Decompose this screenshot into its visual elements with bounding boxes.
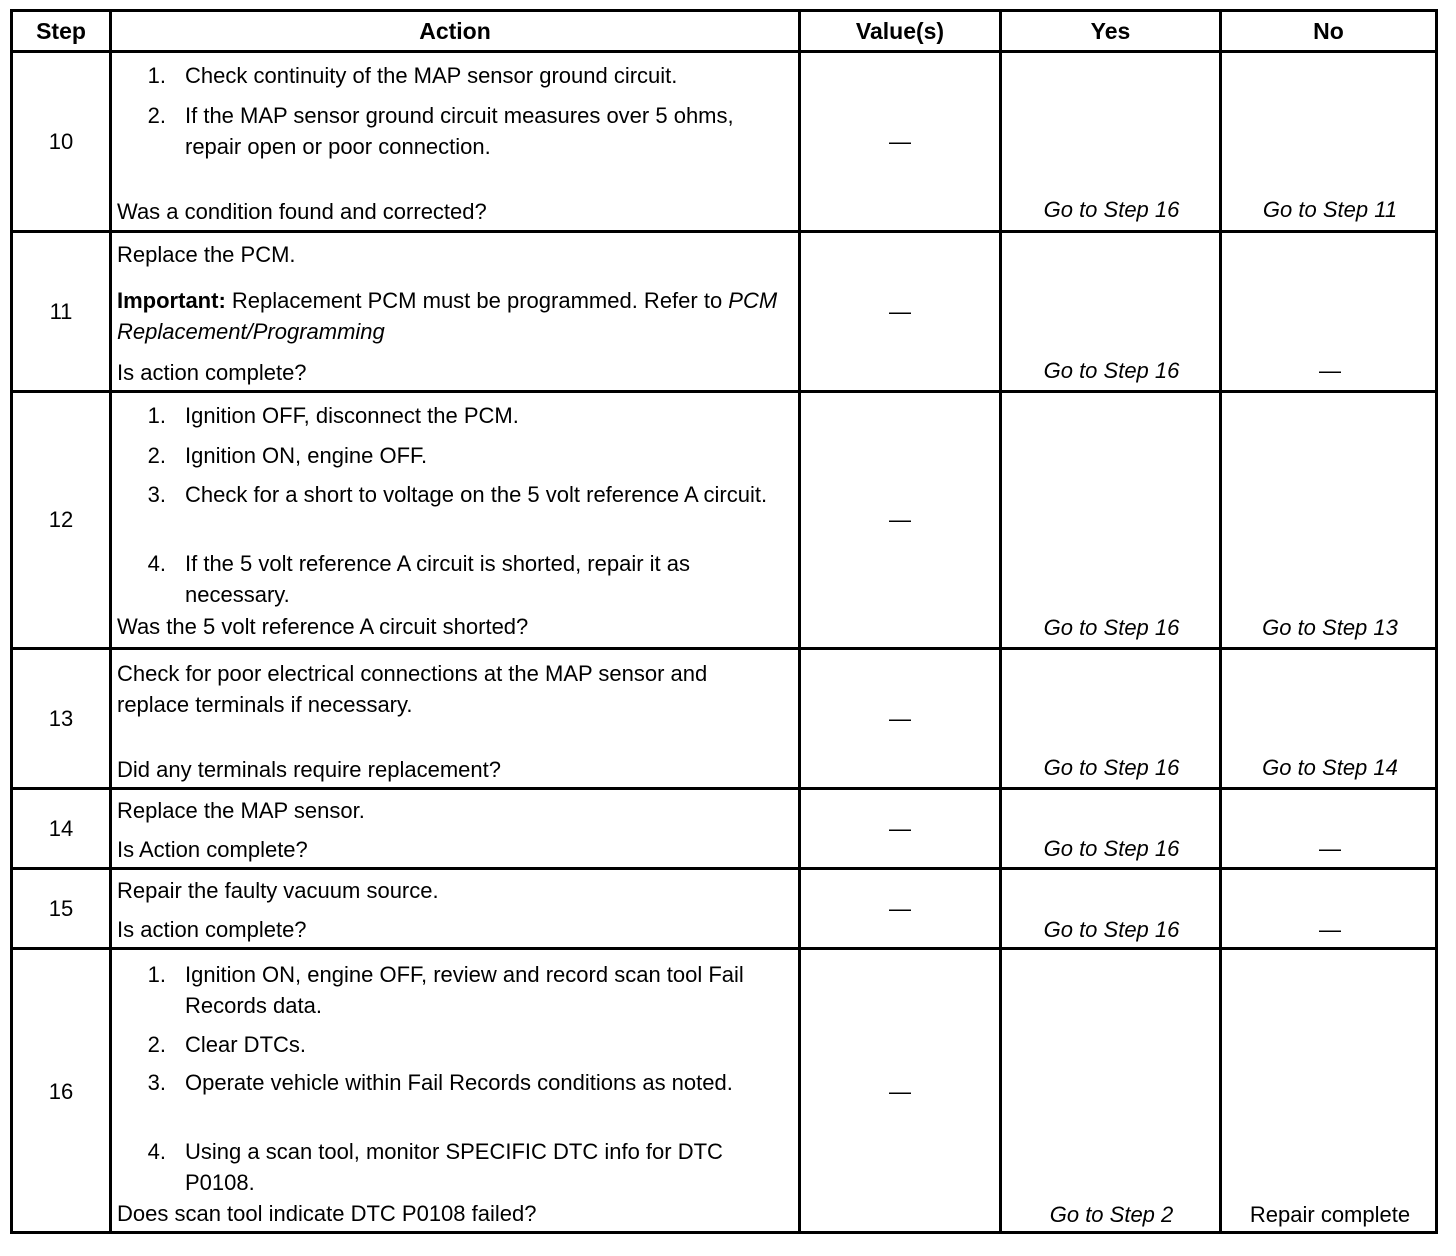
action-cell (117, 233, 797, 390)
yes-link[interactable]: Go to Step 16 (1043, 615, 1180, 640)
item-text: Check continuity of the MAP sensor ground circuit. (185, 63, 678, 88)
yes-link[interactable]: Go to Step 16 (1043, 197, 1180, 222)
item-number: 2. (147, 443, 166, 468)
action-text: Replace the MAP sensor. (117, 798, 365, 823)
action-cell (117, 950, 797, 1234)
action-cell (117, 790, 797, 867)
step-number: 13 (48, 705, 74, 731)
value-dash: — (889, 1079, 911, 1104)
header-values: Value(s) (855, 18, 945, 44)
question: Did any terminals require replacement? (117, 757, 501, 782)
question: Was the 5 volt reference A circuit shorted? (117, 614, 529, 639)
item-text: Clear DTCs. (185, 1032, 307, 1057)
question: Was a condition found and corrected? (117, 199, 487, 224)
value-dash: — (889, 895, 911, 921)
step-number: 11 (49, 298, 73, 324)
no-link[interactable]: Go to Step 11 (1262, 197, 1398, 222)
item-number: 2. (147, 1032, 166, 1057)
step-number: 15 (48, 895, 74, 921)
item-text: Ignition ON, engine OFF. (185, 443, 428, 468)
yes-link[interactable]: Go to Step 16 (1043, 836, 1180, 861)
action-text: Repair the faulty vacuum source. (117, 878, 439, 903)
step-number: 12 (48, 507, 74, 532)
question: Is Action complete? (117, 837, 308, 862)
question: Does scan tool indicate DTC P0108 failed? (117, 1201, 537, 1226)
important-note (117, 285, 797, 347)
yes-link[interactable]: Go to Step 16 (1043, 755, 1180, 780)
step-number: 14 (48, 815, 74, 841)
item-number: 2. (147, 103, 166, 128)
value-dash: — (889, 705, 911, 731)
no-link[interactable]: Go to Step 14 (1262, 755, 1398, 780)
yes-link[interactable]: Go to Step 16 (1043, 358, 1180, 383)
header-step: Step (36, 18, 86, 44)
no-link[interactable]: Go to Step 13 (1262, 615, 1398, 640)
item-number: 1. (147, 962, 166, 987)
value-dash: — (889, 507, 911, 532)
item-number: 3. (147, 1070, 166, 1095)
item-text: If the MAP sensor ground circuit measures over 5 ohms, repair open or poor connection. (185, 103, 734, 159)
header-no: No (1313, 18, 1344, 44)
item-text: Using a scan tool, monitor SPECIFIC DTC info for DTC P0108. (185, 1139, 723, 1195)
item-number: 1. (147, 63, 166, 88)
diagnostic-table (10, 9, 1438, 1234)
item-text: Ignition ON, engine OFF, review and record scan tool Fail Records data. (185, 962, 744, 1018)
important-label: Important: (117, 288, 226, 313)
important-text: Replacement PCM must be programmed. Refer to (225, 288, 729, 313)
action-cell (117, 53, 797, 230)
header-action: Action (419, 18, 491, 44)
step-number: 16 (48, 1079, 74, 1104)
item-text: If the 5 volt reference A circuit is shorted, repair it as necessary. (185, 551, 691, 607)
no-dash: — (1319, 917, 1341, 942)
item-text: Check for a short to voltage on the 5 volt reference A circuit. (185, 482, 768, 507)
action-cell (117, 870, 797, 947)
action-cell (117, 393, 797, 647)
item-text: Ignition OFF, disconnect the PCM. (185, 403, 519, 428)
item-number: 1. (147, 403, 166, 428)
repair-complete-text: Repair complete (1249, 1202, 1411, 1227)
action-cell (117, 650, 797, 787)
no-dash: — (1319, 358, 1341, 383)
item-number: 4. (147, 1139, 166, 1164)
item-text: Operate vehicle within Fail Records conditions as noted. (185, 1070, 733, 1095)
item-number: 4. (147, 551, 166, 576)
no-dash: — (1319, 836, 1341, 861)
value-dash: — (889, 815, 911, 841)
yes-link[interactable]: Go to Step 16 (1043, 917, 1180, 942)
action-text: Check for poor electrical connections at the MAP sensor and replace terminals if necessary. (117, 661, 708, 717)
value-dash: — (889, 128, 911, 154)
question: Is action complete? (117, 360, 307, 385)
question: Is action complete? (117, 917, 307, 942)
action-text: Replace the PCM. (117, 242, 296, 267)
step-number: 10 (48, 128, 74, 154)
header-yes: Yes (1090, 18, 1131, 44)
value-dash: — (889, 298, 911, 324)
item-number: 3. (147, 482, 166, 507)
column-divider (109, 12, 112, 1231)
yes-link[interactable]: Go to Step 2 (1049, 1202, 1174, 1227)
procedure-reference[interactable]: PCM Replacement/Programming (117, 288, 778, 344)
